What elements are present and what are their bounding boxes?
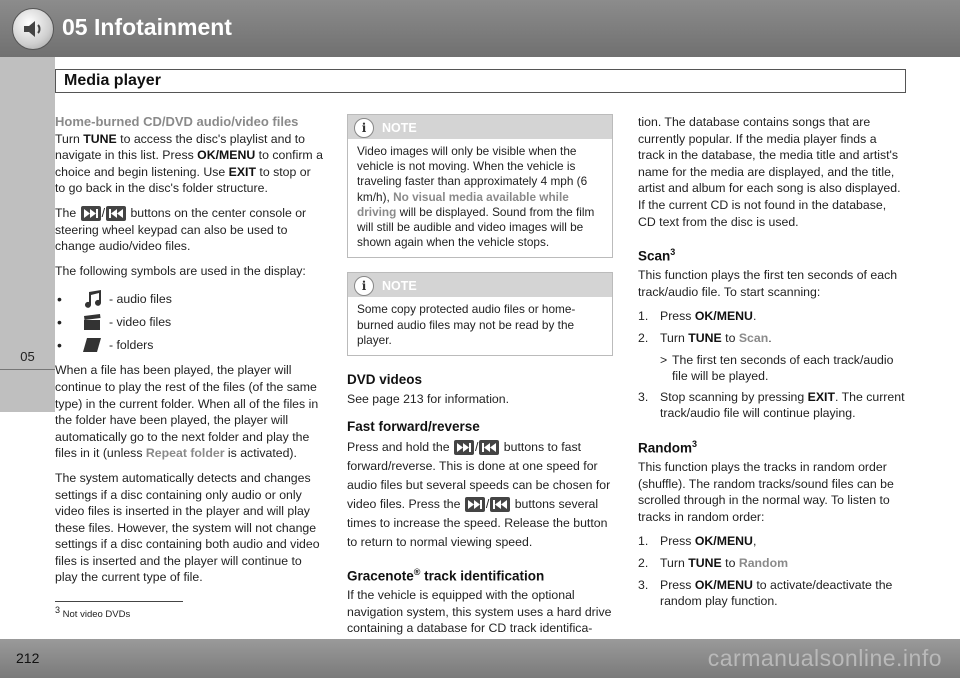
info-icon: i — [354, 118, 374, 138]
text: Random — [638, 440, 692, 456]
skip-forward-icon — [465, 497, 485, 512]
paragraph-playback — [55, 362, 323, 462]
text: . — [768, 331, 772, 346]
text: Turn — [660, 331, 689, 346]
text: , — [752, 534, 757, 549]
step-text — [660, 577, 906, 610]
keyword: TUNE — [688, 556, 722, 571]
scan-steps — [638, 308, 906, 346]
info-icon: i — [354, 276, 374, 296]
step-number: 1. — [638, 534, 649, 549]
paragraph-scan: This function plays the first ten seconds of each track/audio file. To start scanning: — [638, 268, 898, 299]
keyword: OK/MENU — [694, 309, 753, 324]
subheading-home-burned: Home-burned CD/DVD audio/video files — [55, 114, 299, 129]
text: . — [752, 309, 757, 324]
footnote-ref: 3 — [692, 439, 698, 449]
note-label: NOTE — [382, 279, 417, 294]
step-result — [638, 352, 906, 385]
list-item — [638, 308, 906, 325]
random-steps — [638, 533, 906, 609]
menu-term-repeat-folder: Repeat folder — [145, 446, 225, 461]
text: Video images will only be visible when the vehicle is not moving. When the vehicle is traveling faster than approximately 4 mph (6 km/h), — [357, 144, 588, 204]
step-text — [660, 389, 906, 422]
chapter-header — [0, 0, 960, 57]
list-item — [638, 330, 906, 347]
text: Turn — [660, 556, 689, 571]
speaker-icon — [12, 8, 54, 50]
section-bar — [55, 69, 906, 93]
skip-back-icon — [106, 206, 126, 221]
heading-random — [638, 436, 906, 457]
message-term: No visual media available while driving — [357, 189, 569, 219]
paragraph-random: This function plays the tracks in random order (shuffle). The random tracks/sound files can be scrolled through in the normal way. To listen to tracks in random order: — [638, 460, 894, 524]
step-number: 3. — [638, 577, 649, 592]
list-item — [638, 577, 906, 610]
skip-forward-icon — [454, 440, 474, 455]
footnote-ref: 3 — [670, 247, 676, 258]
text: buttons several times to increase the speed. Release the button to return to normal viewing speed. — [347, 496, 608, 549]
skip-forward-icon — [81, 206, 101, 221]
result-text: The first ten seconds of each track/audio file will be played. — [672, 352, 894, 384]
step-number: 2. — [638, 331, 649, 346]
text: Scan — [638, 248, 671, 264]
column-1 — [55, 114, 323, 594]
note-header — [348, 115, 612, 139]
step-number: 2. — [638, 556, 649, 571]
paragraph-dvd: See page 213 for information. — [347, 391, 510, 406]
text: to — [721, 331, 739, 346]
text: Press — [660, 577, 695, 592]
paragraph-auto-detect: The system automatically detects and changes settings if a disc containing only audio or only video files is inserted in the player and will play these files. However, the system will not change settings if a disc containing both audio and video files is inserted and the player will continue to play the current type of file. — [55, 470, 320, 585]
heading-gracenote — [347, 564, 613, 585]
text: . The current track/audio file will continue playing. — [660, 389, 905, 421]
text: to stop or to go back in the disc's folder structure. — [55, 164, 311, 196]
note-body: Some copy protected audio files or home-burned audio files may not be read by the player. — [357, 302, 576, 347]
footnote-number: 3 — [55, 605, 61, 615]
text: Press and hold the — [347, 439, 453, 454]
symbol-label: - folders — [109, 337, 154, 352]
symbol-label: - video files — [109, 314, 172, 329]
chapter-side-tab — [0, 57, 55, 412]
step-text — [660, 533, 756, 550]
symbol-label: - audio files — [109, 291, 172, 306]
page-footer — [0, 639, 960, 678]
paragraph-database: tion. The database contains songs that are currently popular. If the media player finds a track in the database, the media title and artist's name for the media are displayed, and the title, artist and album for each song is also displayed. If the current CD is not found in the database, CD text from the disc is used. — [638, 115, 901, 229]
list-item — [55, 333, 323, 356]
bullet: • — [57, 313, 62, 330]
footnote-text: Not video DVDs — [60, 609, 131, 621]
text: track identification — [420, 568, 545, 584]
keyword: TUNE — [688, 331, 722, 346]
keyword-ok-menu: OK/MENU — [197, 148, 256, 163]
footnote-rule — [55, 601, 183, 602]
folder-icon — [81, 336, 105, 354]
keyword: OK/MENU — [694, 577, 753, 592]
text: to confirm a choice and begin listening. Use — [55, 148, 323, 179]
menu-term-scan: Scan — [738, 331, 769, 346]
keyword-tune: TUNE — [83, 131, 117, 146]
note-box-video — [347, 114, 613, 258]
scan-steps-cont — [638, 389, 906, 422]
paragraph-tune — [55, 131, 323, 197]
footnote — [55, 605, 130, 620]
heading-dvd-videos: DVD videos — [347, 372, 423, 388]
list-item — [55, 310, 323, 333]
note-body — [348, 139, 612, 257]
keyword: EXIT — [807, 389, 835, 404]
note-label: NOTE — [382, 121, 417, 135]
side-tab-number: 05 — [20, 349, 35, 364]
page-number: 212 — [16, 650, 40, 666]
text: to access the disc's playlist and to navigate in this list. Press — [55, 131, 305, 163]
symbol-list — [55, 287, 323, 356]
step-number: 3. — [638, 389, 649, 404]
step-text — [660, 308, 756, 325]
text: Stop scanning by pressing — [660, 389, 808, 404]
paragraph-fast-forward: Press and hold the / buttons to fast forward/reverse. This is done at one speed for audio files but several speeds can be chosen for video files. Press the / buttons several times to increase the speed. Release the button to return to normal viewing speed. — [347, 439, 611, 549]
list-item — [55, 287, 323, 310]
text: is activated). — [224, 446, 297, 461]
clapperboard-icon — [81, 313, 105, 331]
step-text — [660, 330, 772, 347]
keyword: OK/MENU — [694, 534, 753, 549]
list-item — [638, 555, 906, 572]
list-item — [638, 389, 906, 422]
note-header — [348, 273, 612, 297]
section-title: Media player — [64, 72, 161, 89]
registered-mark: ® — [413, 566, 421, 577]
side-tab-divider — [0, 369, 55, 370]
skip-back-icon — [490, 497, 510, 512]
step-number: 1. — [638, 309, 649, 324]
text: When a file has been played, the player will continue to play the rest of the files (of the same type) in the current folder. When all of the files in the folder have been played, the player will automatically go to the next folder and play the files in it (unless — [55, 363, 319, 461]
chapter-title: 05 Infotainment — [62, 14, 232, 40]
note-box-copy-protected — [347, 272, 613, 356]
bullet: • — [57, 336, 62, 353]
text: to — [721, 556, 739, 571]
result-arrow: > — [660, 352, 668, 367]
music-note-icon — [81, 290, 105, 308]
column-3 — [638, 114, 906, 615]
skip-back-icon — [479, 440, 499, 455]
column-2 — [347, 114, 613, 645]
keyword-exit: EXIT — [228, 164, 256, 179]
heading-fast-forward: Fast forward/reverse — [347, 419, 480, 435]
heading-scan — [638, 244, 906, 265]
text: The — [55, 205, 80, 220]
bullet: • — [57, 290, 62, 307]
paragraph-gracenote: If the vehicle is equipped with the optional navigation system, this system uses a hard drive containing a database for CD track identifica- — [347, 587, 612, 636]
paragraph-buttons: The / buttons on the center console or steering wheel keypad can also be used to change audio/video files. — [55, 205, 307, 254]
text: to activate/deactivate the random play function. — [660, 577, 893, 609]
text: buttons to fast forward/reverse. This is done at one speed for audio files but several speeds can be chosen for video files. Press the — [347, 439, 611, 511]
text: Press — [660, 534, 695, 549]
list-item — [638, 533, 906, 550]
menu-term-random: Random — [738, 556, 789, 571]
watermark: carmanualsonline.info — [707, 645, 942, 671]
text: Press — [660, 309, 695, 324]
paragraph-symbols-intro: The following symbols are used in the display: — [55, 263, 306, 278]
text: Gracenote — [347, 568, 414, 584]
text: will be displayed. Sound from the film will still be audible and video images will be shown again when the vehicle stops. — [357, 204, 595, 250]
step-text — [660, 555, 788, 572]
text: buttons on the center console or steering wheel keypad can also be used to change audio/video files. — [55, 205, 307, 254]
text: Turn — [55, 131, 84, 146]
